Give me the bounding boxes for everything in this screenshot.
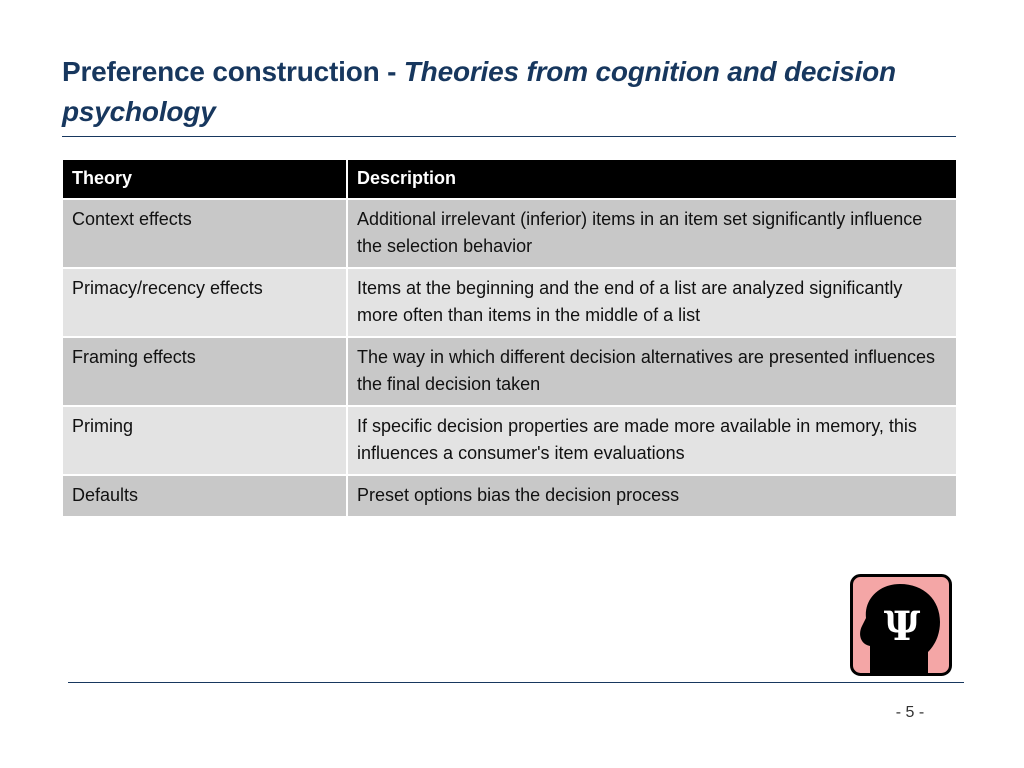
- header-description: Description: [347, 159, 957, 199]
- description-cell: If specific decision properties are made more available in memory, this influences a consumer's item evaluations: [347, 406, 957, 475]
- table-row: [62, 337, 957, 406]
- theory-cell: Context effects: [62, 199, 347, 268]
- table-header-row: [62, 159, 957, 199]
- table-row: [62, 199, 957, 268]
- title-divider: [62, 136, 956, 137]
- page-number: - 5 -: [895, 704, 925, 721]
- title-italic: Theories from cognition and decision psychology: [62, 56, 896, 127]
- description-cell: Items at the beginning and the end of a list are analyzed significantly more often than items in the middle of a list: [347, 268, 957, 337]
- footer-divider: [68, 682, 964, 683]
- theory-cell: Primacy/recency effects: [62, 268, 347, 337]
- theory-cell: Defaults: [62, 475, 347, 517]
- description-cell: The way in which different decision alternatives are presented influences the final decision taken: [347, 337, 957, 406]
- table-row: [62, 475, 957, 517]
- theory-cell: Priming: [62, 406, 347, 475]
- slide-title: [62, 52, 962, 132]
- psi-head-icon: [850, 574, 952, 676]
- table-row: [62, 406, 957, 475]
- title-plain: Preference construction -: [62, 56, 404, 87]
- theories-table: [61, 158, 958, 518]
- svg-text:Ψ: Ψ: [883, 603, 921, 650]
- theory-cell: Framing effects: [62, 337, 347, 406]
- table-row: [62, 268, 957, 337]
- description-cell: Additional irrelevant (inferior) items in an item set significantly influence the selection behavior: [347, 199, 957, 268]
- header-theory: Theory: [62, 159, 347, 199]
- description-cell: Preset options bias the decision process: [347, 475, 957, 517]
